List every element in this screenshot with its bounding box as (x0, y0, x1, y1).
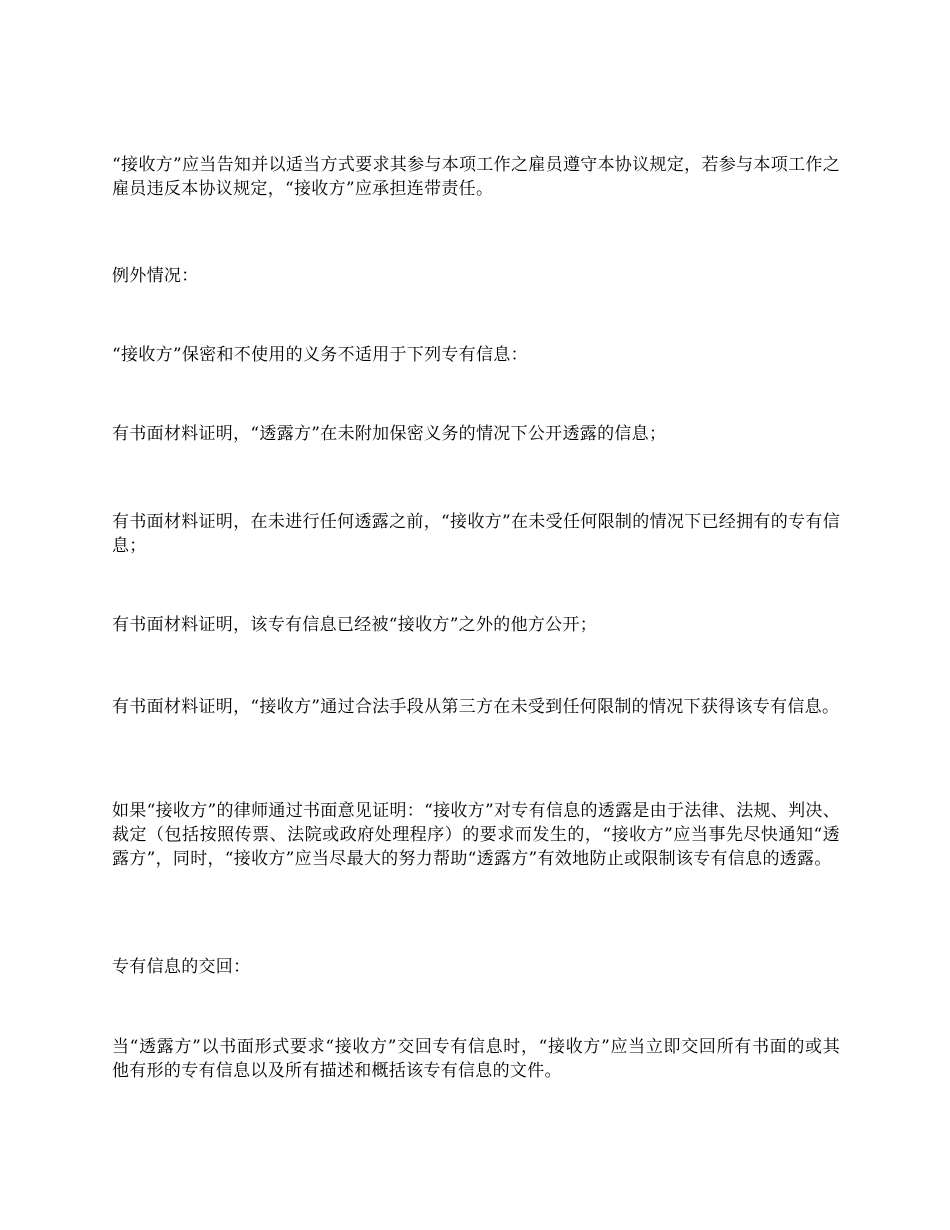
paragraph-legal-requirement-disclosure: 如果“接收方”的律师通过书面意见证明：“接收方”对专有信息的透露是由于法律、法规、判决、裁定（包括按照传票、法院或政府处理程序）的要求而发生的，“接收方”应当事先尽快通知“透露方”，同时，“接收方”应当尽最大的努力帮助“透露方”有效地防止或限制该专有信息的透露。 (112, 801, 840, 869)
paragraph-exception-lawful-third-party: 有书面材料证明，“接收方”通过合法手段从第三方在未受到任何限制的情况下获得该专有信息。 (112, 697, 840, 717)
heading-exceptions: 例外情况： (112, 266, 199, 286)
paragraph-exceptions-intro: “接收方”保密和不使用的义务不适用于下列专有信息： (112, 345, 528, 365)
paragraph-exception-public-disclosure: 有书面材料证明，“透露方”在未附加保密义务的情况下公开透露的信息； (112, 424, 667, 444)
paragraph-return-of-information: 当“透露方”以书面形式要求“接收方”交回专有信息时，“接收方”应当立即交回所有书面的或其他有形的专有信息以及所有描述和概括该专有信息的文件。 (112, 1037, 840, 1081)
heading-return-of-information: 专有信息的交回： (112, 957, 251, 977)
paragraph-exception-third-party-public: 有书面材料证明，该专有信息已经被“接收方”之外的他方公开； (112, 615, 598, 635)
paragraph-employee-obligation: “接收方”应当告知并以适当方式要求其参与本项工作之雇员遵守本协议规定，若参与本项工作之雇员违反本协议规定，“接收方”应承担连带责任。 (112, 155, 840, 199)
paragraph-exception-prior-possession: 有书面材料证明，在未进行任何透露之前，“接收方”在未受任何限制的情况下已经拥有的专有信息； (112, 512, 840, 556)
